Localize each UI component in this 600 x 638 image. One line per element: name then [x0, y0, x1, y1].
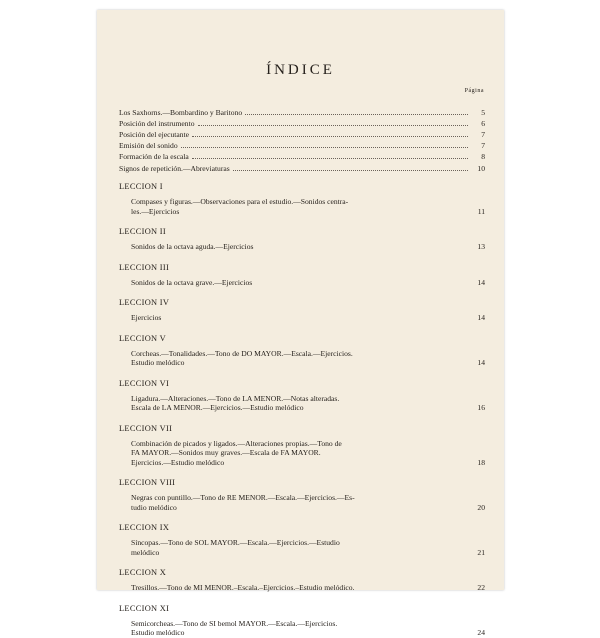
page-number: 13	[477, 242, 485, 251]
lesson-entry	[131, 278, 485, 288]
dot-leader	[192, 158, 468, 159]
entry-text: Escala de LA MENOR.—Ejercicios.—Estudio melódico	[131, 403, 304, 412]
entry-text: tudio melódico	[131, 502, 177, 512]
entry-text: Sonidos de la octava aguda.—Ejercicios	[131, 242, 254, 251]
entry-line	[131, 394, 485, 404]
lesson-heading: LECCION IV	[119, 298, 170, 307]
page-number: 20	[477, 502, 485, 512]
entry-text: Sonidos de la octava grave.—Ejercicios	[131, 277, 253, 287]
lesson-entry	[131, 394, 485, 413]
entry-line	[131, 349, 485, 359]
lesson-heading: LECCION VII	[119, 423, 173, 433]
entry-text: Negras con puntillo.—Tono de RE MENOR.—Escala.—Ejercicios.—Es-	[131, 493, 355, 502]
entry-text: Síncopas.—Tono de SOL MAYOR.—Escala.—Ejercicios.—Estudio	[131, 538, 340, 547]
toc-row	[119, 119, 485, 129]
entry-text: Combinación de picados y ligados.—Alteraciones propias.—Tono de	[131, 438, 342, 448]
toc-entry	[119, 130, 485, 140]
entry-text: Emisión del sonido	[119, 141, 178, 151]
page-number: 7	[481, 141, 485, 151]
entry-line	[131, 207, 485, 217]
lesson-heading: LECCION I	[119, 182, 163, 191]
lesson-entry	[131, 242, 485, 252]
page-title: ÍNDICE	[266, 62, 335, 78]
entry-text: Posición del instrumento	[119, 119, 195, 129]
entry-line	[131, 242, 485, 252]
toc-row	[119, 108, 485, 118]
lesson-entry	[131, 538, 485, 557]
entry-text: les.—Ejercicios	[131, 206, 180, 216]
entry-line	[131, 403, 485, 413]
entry-line	[131, 619, 485, 629]
page-number: 7	[481, 130, 485, 140]
toc-entry	[119, 108, 485, 118]
dot-leader	[181, 147, 468, 148]
entry-text: Estudio melódico	[131, 628, 185, 637]
lesson-entry	[131, 349, 485, 368]
entry-text: Formación de la escala	[119, 152, 189, 162]
book-page	[97, 10, 504, 637]
toc-row	[119, 164, 485, 174]
toc-row	[119, 130, 485, 140]
lesson-heading: LECCION VI	[119, 378, 170, 388]
entry-line	[131, 538, 485, 548]
page-number: 8	[481, 152, 485, 162]
lesson-entry	[131, 619, 485, 638]
page-number: 6	[481, 119, 485, 129]
entry-line	[131, 358, 485, 368]
dot-leader	[233, 170, 468, 171]
entry-line	[131, 278, 485, 288]
entry-text: Semicorcheas.—Tono de SI bemol MAYOR.—Escala.—Ejercicios.	[131, 618, 338, 628]
lesson-entry	[131, 313, 485, 323]
dot-leader	[245, 114, 468, 115]
entry-text: Los Saxhorns.—Bombardino y Baritono	[119, 108, 243, 117]
entry-line	[131, 503, 485, 513]
page-number: 10	[477, 163, 485, 173]
page-number: 21	[477, 547, 485, 557]
lesson-entry	[131, 493, 485, 512]
entry-text: Tresillos.—Tono de MI MENOR.–Escala.–Ejercicios.–Estudio melódico.	[131, 583, 355, 592]
lesson-entry	[131, 197, 485, 216]
entry-text: Posición del ejecutante	[119, 130, 190, 140]
lesson-heading: LECCION II	[119, 227, 166, 236]
entry-text: Ejercicios.—Estudio melódico	[131, 457, 225, 467]
page-number: 11	[477, 206, 485, 216]
dot-leader	[198, 125, 468, 126]
lesson-heading: LECCION VIII	[119, 478, 176, 487]
entry-text: Signos de repetición.—Abreviaturas	[119, 163, 230, 173]
entry-text: Estudio melódico	[131, 358, 185, 367]
entry-line	[131, 493, 485, 503]
entry-text: FA MAYOR.—Sonidos muy graves.—Escala de FA MAYOR.	[131, 448, 321, 457]
lesson-entry	[131, 583, 485, 593]
page-number: 14	[477, 313, 485, 322]
page-number: 14	[477, 277, 485, 287]
entry-text: Ejercicios	[131, 313, 162, 322]
page-number: 24	[477, 628, 485, 637]
toc-row	[119, 152, 485, 162]
lesson-heading: LECCION III	[119, 262, 170, 272]
lesson-heading: LECCION X	[119, 568, 167, 577]
entry-line	[131, 313, 485, 323]
entry-text: melódico	[131, 547, 160, 557]
toc-entry	[119, 141, 485, 151]
lesson-heading: LECCION IX	[119, 523, 170, 532]
lesson-heading: LECCION XI	[119, 603, 170, 613]
entry-line	[131, 439, 485, 449]
toc-entry	[119, 152, 485, 162]
page-column-header: Página	[464, 88, 484, 94]
page-number: 16	[477, 403, 485, 412]
lesson-heading: LECCION V	[119, 333, 166, 343]
entry-line	[131, 628, 485, 638]
toc-row	[119, 141, 485, 151]
toc-entry	[119, 164, 485, 174]
page-number: 14	[477, 358, 485, 367]
entry-text: Corcheas.—Tonalidades.—Tono de DO MAYOR.—Escala.—Ejercicios.	[131, 348, 353, 358]
toc-entry	[119, 119, 485, 129]
entry-line	[131, 548, 485, 558]
entry-text: Compases y figuras.—Observaciones para el estudio.—Sonidos centra-	[131, 197, 349, 206]
page-number: 22	[477, 583, 485, 592]
entry-line	[131, 197, 485, 207]
entry-text: Ligadura.—Alteraciones.—Tono de LA MENOR.—Notas alteradas.	[131, 393, 340, 403]
page-number: 5	[481, 108, 485, 117]
entry-line	[131, 448, 485, 458]
lesson-entry	[131, 439, 485, 468]
entry-line	[131, 458, 485, 468]
page-number: 18	[477, 457, 485, 467]
dot-leader	[192, 136, 468, 137]
entry-line	[131, 583, 485, 593]
